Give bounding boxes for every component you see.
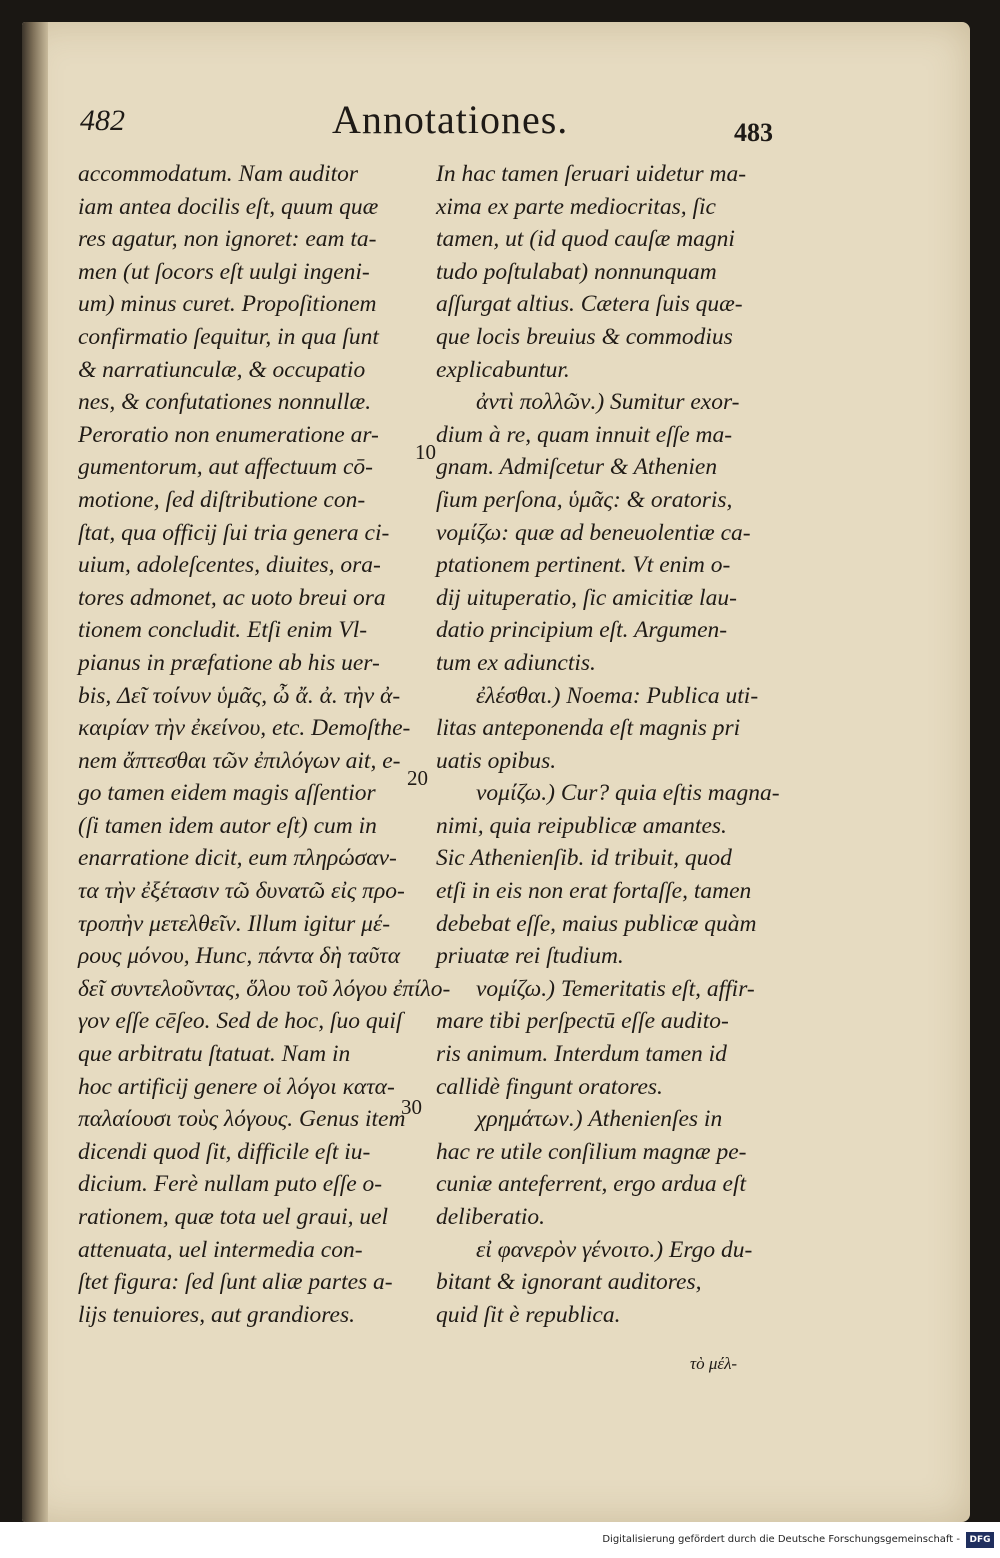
text-line: accommodatum. Nam auditor xyxy=(78,161,359,187)
text-line: mare tibi perſpectū eſſe audito- xyxy=(436,1008,729,1035)
left-column xyxy=(78,158,451,1331)
text-line: deliberatio. xyxy=(436,1204,545,1230)
page-gutter xyxy=(22,22,48,1522)
text-line: enarratione dicit, eum πληρώσαν- xyxy=(78,845,397,872)
text-line: & narratiunculæ, & occupatio xyxy=(78,356,366,383)
lemma-line: ἀντὶ πολλῶν.) Sumitur exor- xyxy=(476,389,740,416)
text-line: nes, & confutationes nonnullæ. xyxy=(78,389,372,416)
text-line: ſtat, qua officij ſui tria genera ci- xyxy=(78,519,390,546)
text-line: tionem concludit. Etſi enim Vl- xyxy=(78,617,368,644)
text-line: gnam. Admiſcetur & Athenien xyxy=(436,454,718,481)
text-line: γον eſſe cēſeo. Sed de hoc, ſuo quiſ xyxy=(78,1008,403,1035)
line-number-marker: 20 xyxy=(407,766,428,790)
text-line: Peroratio non enumeratione ar- xyxy=(78,421,379,448)
text-line: bitant & ignorant auditores, xyxy=(436,1269,702,1296)
lemma-line: χρημάτων.) Athenienſes in xyxy=(476,1106,723,1133)
text-line: debebat eſſe, maius publicæ quàm xyxy=(436,910,757,937)
text-line: explicabuntur. xyxy=(436,356,570,383)
text-line: ris animum. Interdum tamen id xyxy=(436,1041,727,1068)
text-line: iam antea docilis eſt, quum quæ xyxy=(78,193,379,220)
text-line: aſſurgat altius. Cætera ſuis quæ- xyxy=(436,291,743,318)
text-line: etſi in eis non erat fortaſſe, tamen xyxy=(436,878,752,905)
text-line: lijs tenuiores, aut grandiores. xyxy=(78,1301,355,1328)
running-title: Annotationes. xyxy=(332,97,569,142)
text-line: ſium perſona, ὑμᾶς: & oratoris, xyxy=(436,486,733,513)
text-line: In hac tamen ſeruari uidetur ma- xyxy=(436,161,747,187)
text-line: dium à re, quam innuit eſſe ma- xyxy=(436,421,733,448)
text-line: ptationem pertinent. Vt enim o- xyxy=(436,552,731,579)
text-line: quid ſit è republica. xyxy=(436,1301,621,1328)
text-line: hoc artificij genere οἱ λόγοι κατα- xyxy=(78,1073,395,1100)
text-line: motione, ſed diſtributione con- xyxy=(78,486,366,513)
text-line: litas anteponenda eſt magnis pri xyxy=(436,715,741,742)
text-line: gumentorum, aut affectuum cō- xyxy=(78,454,374,481)
text-line: que arbitratu ſtatuat. Nam in xyxy=(78,1041,351,1068)
text-line: τροπὴν μετελθεῖν. Illum igitur μέ- xyxy=(78,910,391,937)
text-line: νομίζω: quæ ad beneuolentiæ ca- xyxy=(436,519,751,546)
lemma-line: εἰ φανερὸν γένοιτο.) Ergo du- xyxy=(476,1236,753,1263)
funding-credit: Digitalisierung gefördert durch die Deutsche Forschungsgemeinschaft - xyxy=(602,1534,960,1545)
text-line: attenuata, uel intermedia con- xyxy=(78,1236,363,1263)
text-line: um) minus curet. Propoſitionem xyxy=(78,291,377,318)
lemma-line: νομίζω.) Cur? quia eſtis magna- xyxy=(476,780,780,807)
text-line: datio principium eſt. Argumen- xyxy=(436,617,728,644)
text-line: confirmatio ſequitur, in qua ſunt xyxy=(78,323,379,350)
text-line: bis, Δεῖ τοίνυν ὑμᾶς, ὦ ἄ. ἀ. τὴν ἀ- xyxy=(78,682,401,709)
text-line: dicium. Ferè nullam puto eſſe o- xyxy=(78,1171,383,1198)
footer-bar xyxy=(0,1522,1000,1558)
text-line: men (ut ſocors eſt uulgi ingeni- xyxy=(78,258,370,285)
text-line: pianus in præfatione ab his uer- xyxy=(78,649,380,676)
text-line: παλαίουσι τοὺς λόγους. Genus item xyxy=(78,1106,406,1133)
text-line: rationem, quæ tota uel graui, uel xyxy=(78,1204,389,1230)
text-line: tum ex adiunctis. xyxy=(436,649,596,676)
lemma-line: ἐλέσθαι.) Noema: Publica uti- xyxy=(476,682,759,709)
text-line: res agatur, non ignoret: eam ta- xyxy=(78,226,377,253)
line-number-marker: 30 xyxy=(401,1095,422,1119)
text-line: ſtet figura: ſed ſunt aliæ partes a- xyxy=(78,1269,393,1296)
running-header xyxy=(22,96,970,156)
text-line: nem ἄπτεσθαι τῶν ἐπιλόγων ait, e- xyxy=(78,747,401,774)
text-line: tamen, ut (id quod cauſæ magni xyxy=(436,226,735,253)
text-line: δεῖ συντελοῦντας, ὅλου τοῦ λόγου ἐπίλο- xyxy=(78,975,451,1002)
book-page xyxy=(22,22,970,1522)
lemma-line: νομίζω.) Temeritatis eſt, affir- xyxy=(476,975,755,1002)
text-line: uium, adoleſcentes, diuites, ora- xyxy=(78,552,381,579)
text-line: ρους μόνου, Hunc, πάντα δὴ ταῦτα xyxy=(78,943,401,970)
text-line: Sic Athenienſib. id tribuit, quod xyxy=(436,845,732,872)
text-line: (ſi tamen idem autor eſt) cum in xyxy=(78,812,377,839)
text-line: go tamen eidem magis aſſentior xyxy=(78,780,376,807)
text-line: nimi, quia reipublicæ amantes. xyxy=(436,812,727,839)
catchword: τὸ μέλ- xyxy=(690,1354,738,1373)
text-line: que locis breuius & commodius xyxy=(436,323,733,350)
text-line: priuatæ rei ſtudium. xyxy=(436,943,624,970)
text-line: tores admonet, ac uoto breui ora xyxy=(78,584,386,611)
text-line: cuniæ anteferrent, ergo ardua eſt xyxy=(436,1171,747,1198)
dfg-logo: DFG xyxy=(966,1532,994,1548)
text-line: callidè fingunt oratores. xyxy=(436,1073,663,1100)
text-line: tudo poſtulabat) nonnunquam xyxy=(436,258,717,285)
text-line: τα τὴν ἐξέτασιν τῶ δυνατῶ εἰς προ- xyxy=(78,878,405,905)
page-number-right: 483 xyxy=(734,118,773,147)
text-line: xima ex parte mediocritas, ſic xyxy=(436,193,716,220)
line-number-marker: 10 xyxy=(415,440,436,464)
text-line: καιρίαν τὴν ἐκείνου, etc. Demoſthe- xyxy=(78,715,411,742)
text-line: hac re utile conſilium magnæ pe- xyxy=(436,1138,747,1165)
text-line: dicendi quod ſit, difficile eſt iu- xyxy=(78,1138,371,1165)
text-line: uatis opibus. xyxy=(436,747,557,774)
text-line: dij uituperatio, ſic amicitiæ lau- xyxy=(436,584,737,611)
page-number-left: 482 xyxy=(80,104,125,137)
right-column xyxy=(436,158,816,1331)
